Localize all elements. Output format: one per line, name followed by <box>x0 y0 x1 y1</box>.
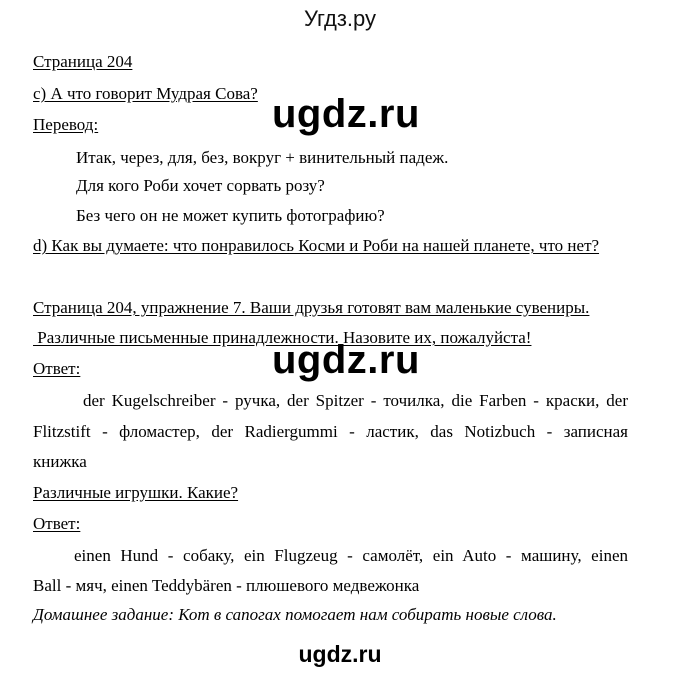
watermark: ugdz.ru <box>272 338 420 382</box>
exercise-heading-continued: Различные письменные принадлежности. Назовите их, пожалуйста! <box>33 328 532 347</box>
page-reference: Страница 204 <box>33 52 133 71</box>
translation-line: Для кого Роби хочет сорвать розу? <box>76 176 325 195</box>
homework-note: Домашнее задание: Кот в сапогах помогает нам собирать новые слова. <box>33 605 557 624</box>
answer-line: книжка <box>33 452 87 471</box>
answer-label: Ответ: <box>33 359 81 378</box>
answer2-line: Ball - мяч, einen Teddybären - плюшевого медвежонка <box>33 576 420 595</box>
answer2-label: Ответ: <box>33 514 81 533</box>
answer-line: Flitzstift - фломастер, der Radiergummi - ластик, das Notizbuch - записная <box>33 422 628 441</box>
watermark: ugdz.ru <box>298 641 382 667</box>
translation-line: Итак, через, для, без, вокруг + винительный падеж. <box>76 148 449 167</box>
site-title: Угдз.ру <box>303 6 377 31</box>
exercise-heading: Страница 204, упражнение 7. Ваши друзья готовят вам маленькие сувениры. <box>33 298 590 317</box>
answer-line: der Kugelschreiber - ручка, der Spitzer - точилка, die Farben - краски, der <box>83 391 628 410</box>
translation-label: Перевод: <box>33 115 99 134</box>
question-d: d) Как вы думаете: что понравилось Косми и Роби на нашей планете, что нет? <box>33 236 600 255</box>
answer2-line: einen Hund - собаку, ein Flugzeug - самолёт, ein Auto - машину, einen <box>74 546 628 565</box>
toys-question: Различные игрушки. Какие? <box>33 483 239 502</box>
question-c: c) А что говорит Мудрая Сова? <box>33 84 258 103</box>
watermark: ugdz.ru <box>272 92 420 136</box>
translation-line: Без чего он не может купить фотографию? <box>76 206 385 225</box>
